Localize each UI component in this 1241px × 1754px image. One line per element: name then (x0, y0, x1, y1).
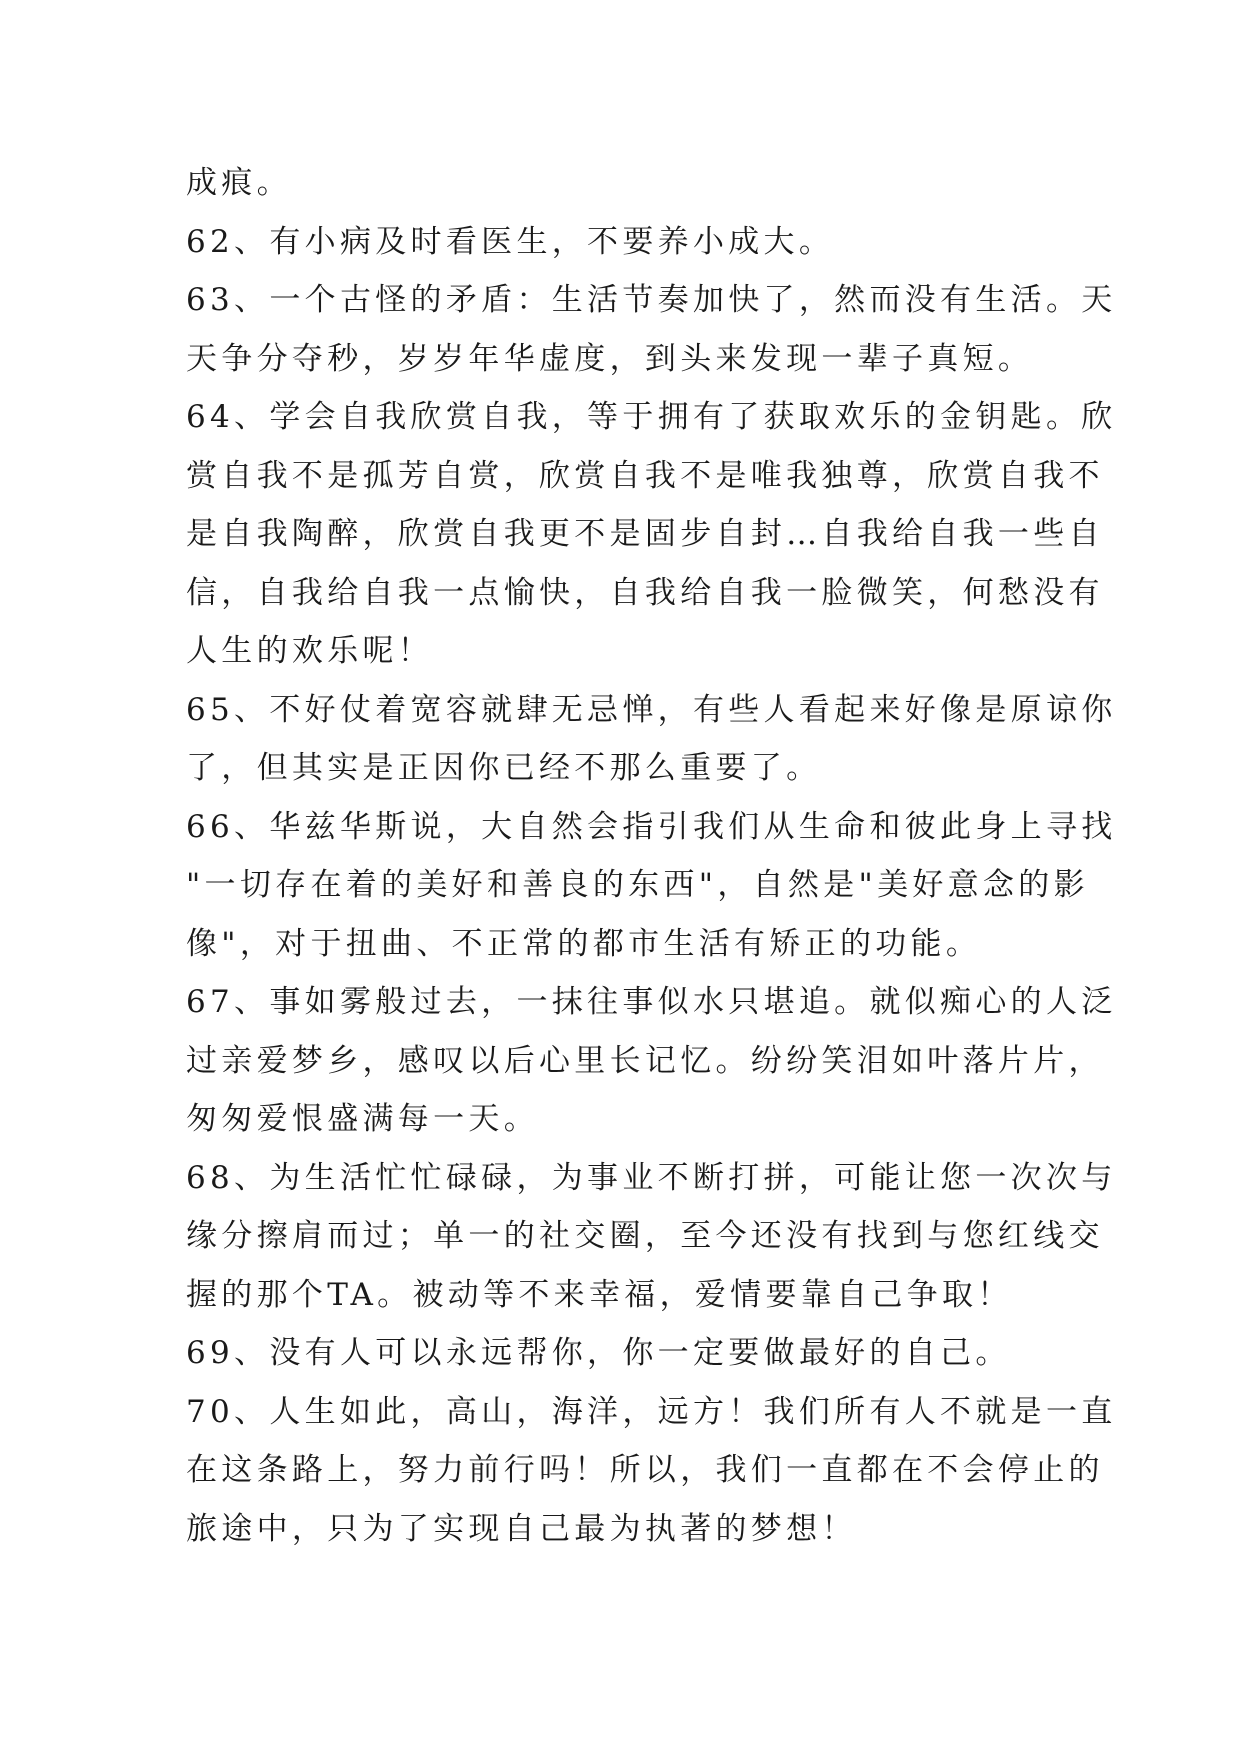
text-line: 赏自我不是孤芳自赏，欣赏自我不是唯我独尊，欣赏自我不 (186, 457, 1104, 494)
text-line: 69、没有人可以永远帮你，你一定要做最好的自己。 (186, 1335, 1011, 1371)
text-line: 62、有小病及时看医生，不要养小成大。 (186, 223, 835, 260)
text-line: 66、华兹华斯说，大自然会指引我们从生命和彼此身上寻找 (186, 808, 1117, 845)
text-line: 70、人生如此，高山，海洋，远方！我们所有人不就是一直 (186, 1393, 1117, 1430)
text-line: 在这条路上，努力前行吗！所以，我们一直都在不会停止的 (186, 1452, 1104, 1488)
document-body (186, 154, 1117, 1558)
text-line: 65、不好仗着宽容就肆无忌惮，有些人看起来好像是原谅你 (186, 691, 1117, 728)
text-line: 过亲爱梦乡，感叹以后心里长记忆。纷纷笑泪如叶落片片， (186, 1042, 1104, 1079)
text-line: 了，但其实是正因你已经不那么重要了。 (186, 750, 822, 786)
text-line: 成痕。 (186, 165, 292, 201)
text-line: 是自我陶醉，欣赏自我更不是固步自封…自我给自我一些自 (186, 516, 1104, 552)
text-line: 握的那个TA。被动等不来幸福，爱情要靠自己争取！ (186, 1276, 1013, 1313)
text-line: 天争分夺秒，岁岁年华虚度，到头来发现一辈子真短。 (186, 340, 1034, 377)
text-line: 旅途中，只为了实现自己最为执著的梦想！ (186, 1510, 857, 1547)
text-line: 缘分擦肩而过；单一的社交圈，至今还没有找到与您红线交 (186, 1218, 1104, 1254)
text-line: 67、事如雾般过去，一抹往事似水只堪追。就似痴心的人泛 (186, 984, 1117, 1020)
text-line: 人生的欢乐呢！ (186, 633, 434, 669)
text-line: 63、一个古怪的矛盾：生活节奏加快了，然而没有生活。天 (186, 282, 1117, 318)
text-line: 像"，对于扭曲、不正常的都市生活有矫正的功能。 (186, 925, 982, 962)
text-line: 68、为生活忙忙碌碌，为事业不断打拼，可能让您一次次与 (186, 1159, 1117, 1196)
text-line: 匆匆爱恨盛满每一天。 (186, 1101, 539, 1137)
text-line: 信，自我给自我一点愉快，自我给自我一脸微笑，何愁没有 (186, 574, 1104, 611)
text-line: 64、学会自我欣赏自我，等于拥有了获取欢乐的金钥匙。欣 (186, 399, 1117, 435)
text-line: "一切存在着的美好和善良的东西"，自然是"美好意念的影 (186, 867, 1089, 903)
